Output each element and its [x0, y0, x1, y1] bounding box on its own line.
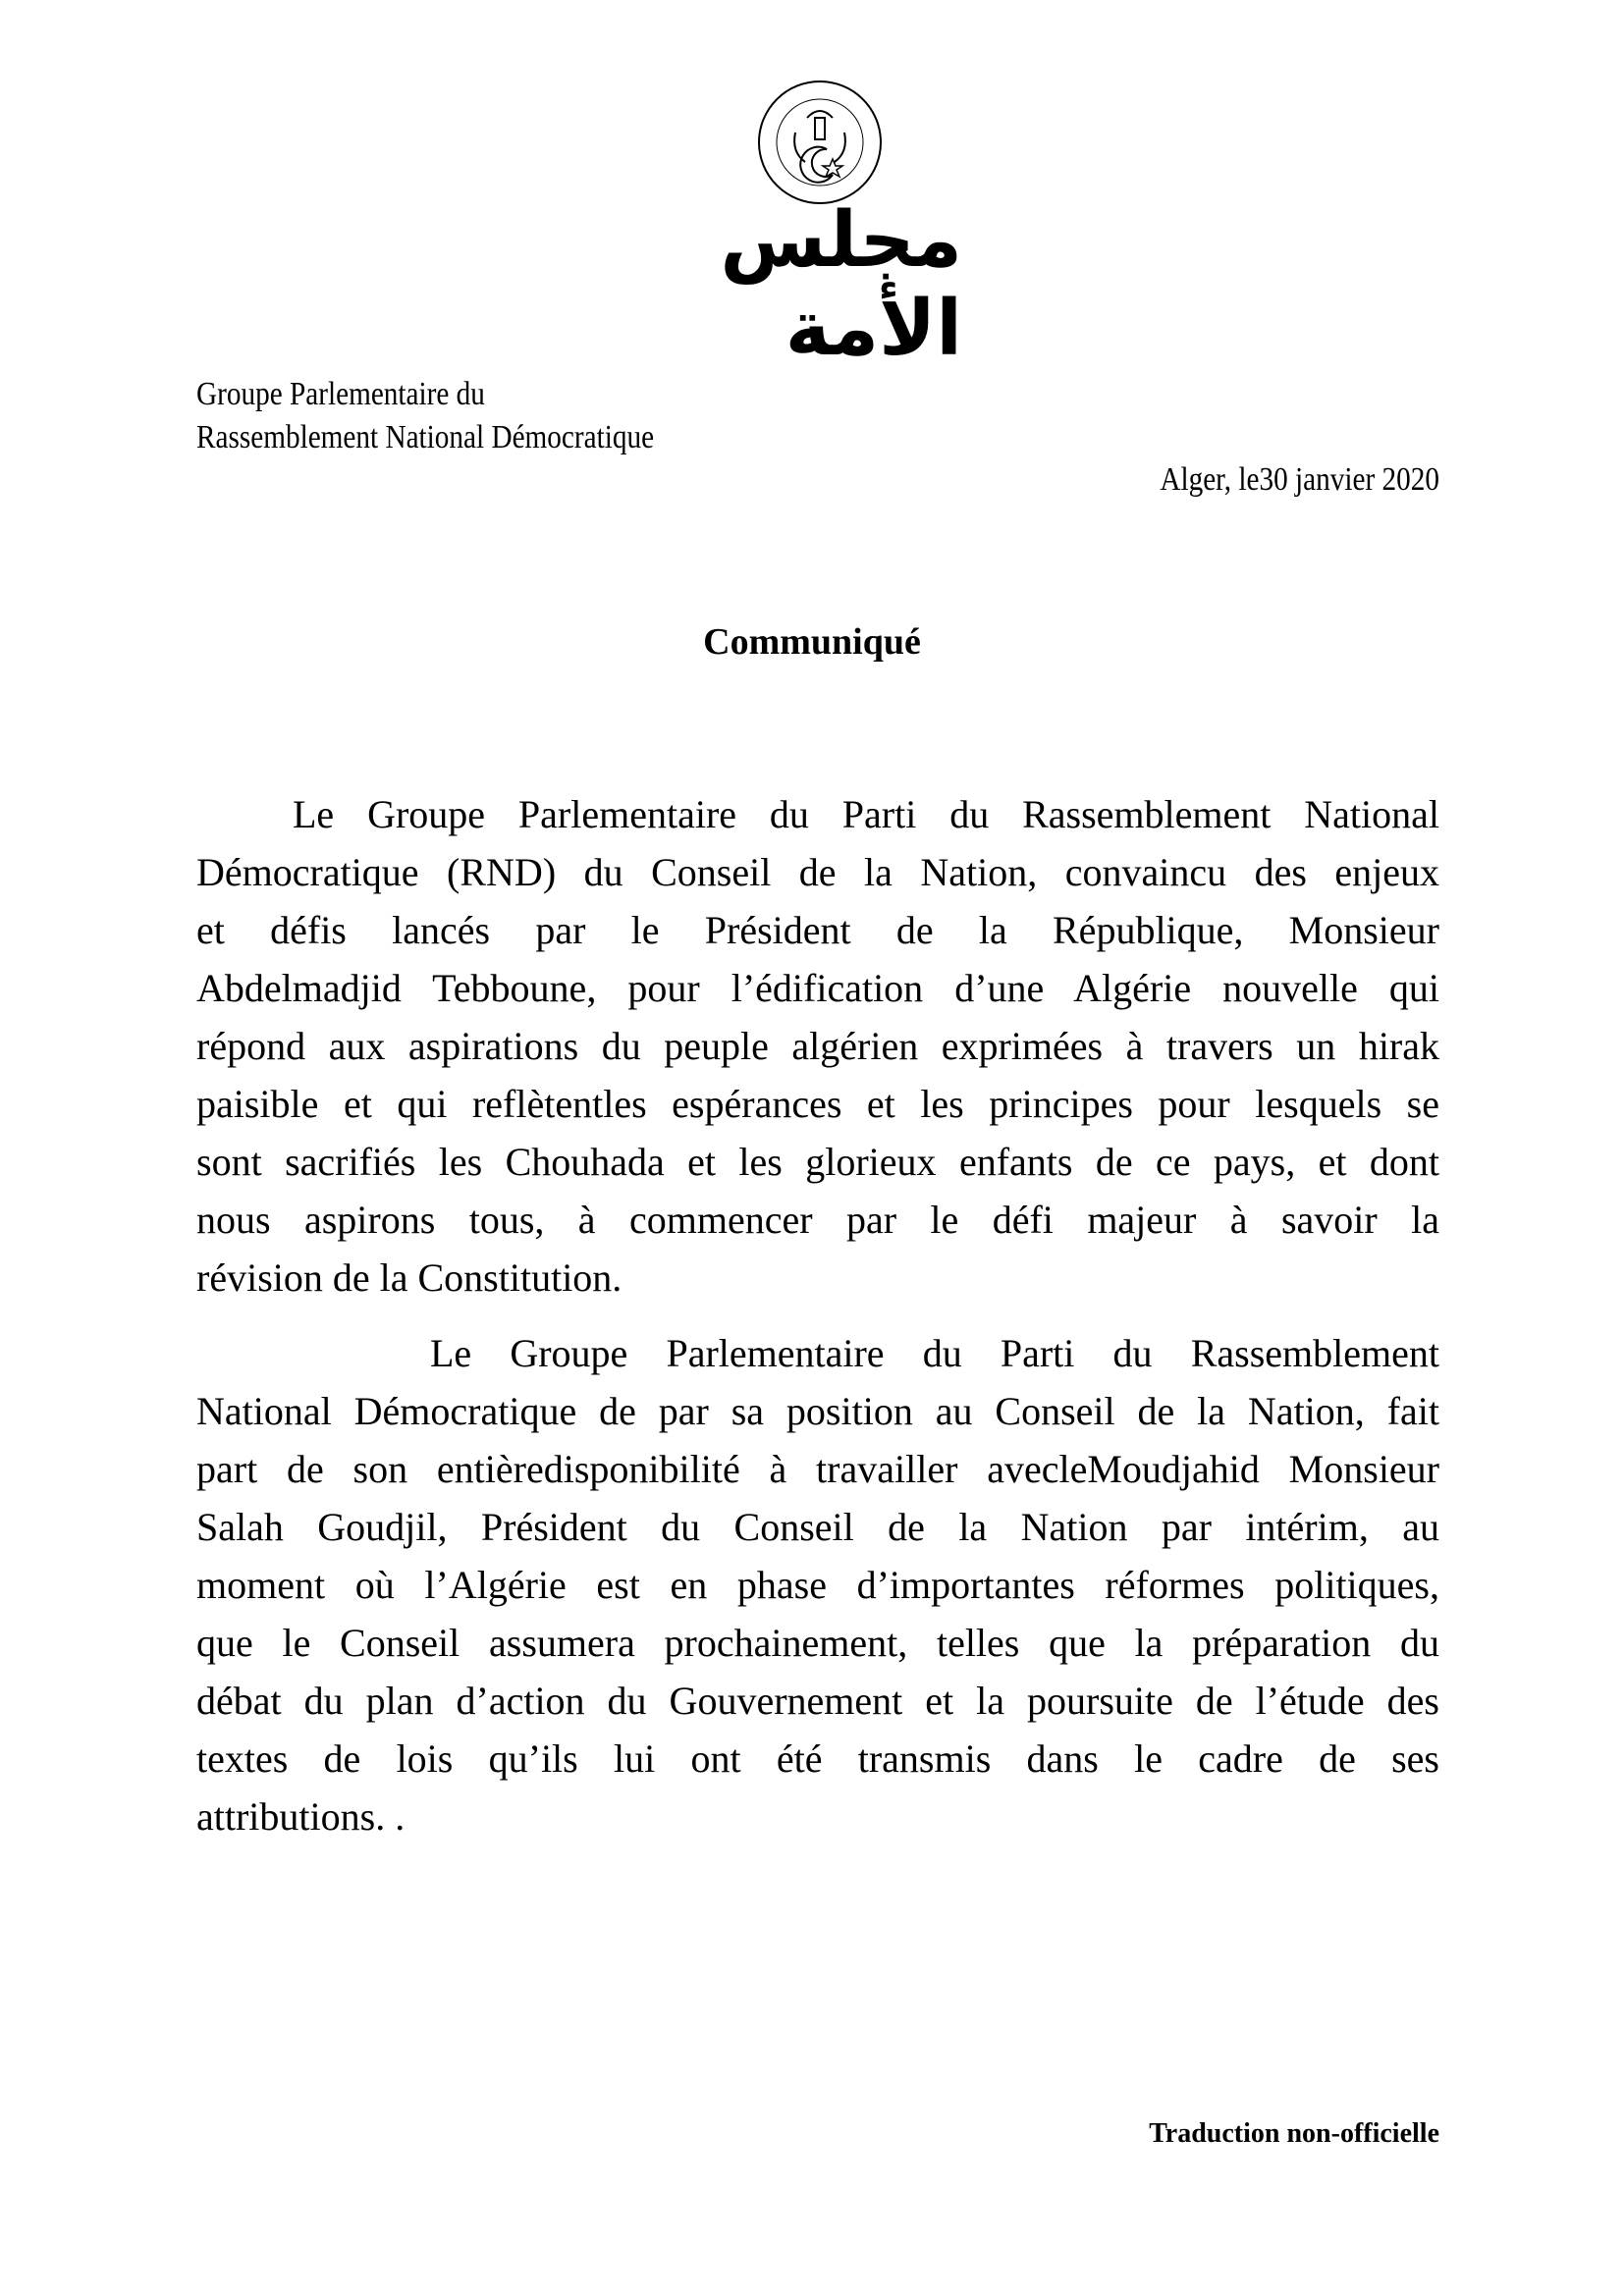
council-of-nation-calligraphy: مجلس الأمة: [720, 196, 962, 373]
paragraph-line: Salah Goudjil, Président du Conseil de la Nation par intérim, au: [196, 1505, 1439, 1549]
paragraph-line: National Démocratique de par sa position au Conseil de la Nation, fait: [196, 1389, 1439, 1433]
document-body: [196, 785, 1439, 1863]
sender-line-1: Groupe Parlementaire du: [196, 376, 485, 412]
paragraph-line: et défis lancés par le Président de la République, Monsieur: [196, 908, 1439, 952]
paragraph-line: révision de la Constitution.: [196, 1255, 623, 1300]
paragraph-line: textes de lois qu’ils lui ont été transmis dans le cadre de ses: [196, 1736, 1439, 1781]
document-title: Communiqué: [703, 621, 921, 663]
paragraph-2: [196, 1324, 1439, 1845]
paragraph-line: Le Groupe Parlementaire du Parti du Rassemblement National: [293, 792, 1439, 836]
paragraph-line: Démocratique (RND) du Conseil de la Nation, convaincu des enjeux: [196, 850, 1439, 894]
paragraph-line: répond aux aspirations du peuple algérien exprimées à travers un hirak: [196, 1024, 1439, 1068]
paragraph-line: Le Groupe Parlementaire du Parti du Rassemblement: [430, 1331, 1439, 1375]
document-date: Alger, le30 janvier 2020: [1160, 461, 1439, 498]
paragraph-1: [196, 785, 1439, 1307]
paragraph-line: moment où l’Algérie est en phase d’importantes réformes politiques,: [196, 1563, 1439, 1607]
paragraph-line: part de son entièredisponibilité à travailler avecleMoudjahid Monsieur: [196, 1447, 1439, 1491]
sender-block: [196, 373, 654, 459]
paragraph-line: nous aspirons tous, à commencer par le défi majeur à savoir la: [196, 1198, 1439, 1242]
paragraph-line: paisible et qui reflètentles espérances et les principes pour lesquels se: [196, 1082, 1439, 1126]
paragraph-line: sont sacrifiés les Chouhada et les glorieux enfants de ce pays, et dont: [196, 1140, 1439, 1184]
sender-line-2: Rassemblement National Démocratique: [196, 419, 655, 455]
paragraph-line: débat du plan d’action du Gouvernement et la poursuite de l’étude des: [196, 1679, 1439, 1723]
paragraph-line: attributions. .: [196, 1794, 406, 1839]
translation-note: Traduction non-officielle: [1149, 2118, 1439, 2149]
paragraph-line: Abdelmadjid Tebboune, pour l’édification d’une Algérie nouvelle qui: [196, 966, 1439, 1010]
paragraph-line: que le Conseil assumera prochainement, telles que la préparation du: [196, 1621, 1439, 1665]
algeria-seal-icon: [756, 79, 884, 206]
